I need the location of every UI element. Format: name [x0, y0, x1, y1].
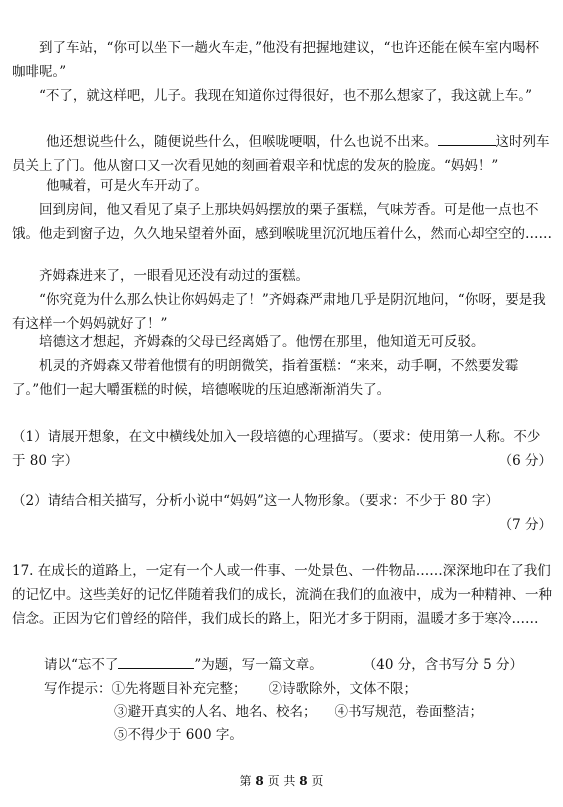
story-paragraph-3-part-b: 这时列车员关上了门。他从窗口又一次看见她的刻画着艰辛和忧虑的发灰的脸庞。“妈妈！” — [12, 134, 550, 174]
story-paragraph-8: 培德这才想起，齐姆森的父母已经离婚了。他愣在那里，他知道无可反驳。 — [39, 334, 485, 350]
prompt-score: （40 分，含书写分 5 分） — [362, 657, 523, 673]
question-2-text: （2）请结合相关描写，分析小说中“妈妈”这一人物形象。（要求：不少于 80 字） — [12, 493, 499, 509]
question-2 — [12, 489, 552, 537]
question-17-prompt — [44, 653, 552, 677]
story-paragraph-3 — [12, 130, 552, 178]
footer-text-b: 页 共 — [267, 774, 296, 788]
question-1-score: （6 分） — [498, 453, 552, 469]
story-paragraph-3-part-a: 他还想说些什么，随便说些什么，但喉咙哽咽，什么也说不出来。 — [46, 134, 438, 150]
tip-2: ②诗歌除外，文体不限； — [268, 681, 417, 697]
story-paragraph-6: 齐姆森进来了，一眼看见还没有动过的蛋糕。 — [39, 268, 309, 284]
writing-tips-row-3 — [114, 723, 544, 747]
question-1 — [12, 425, 552, 473]
page-footer — [0, 772, 563, 789]
footer-text-c: 页 — [311, 774, 324, 788]
writing-tips-row-1 — [44, 677, 552, 701]
story-paragraph-5: 回到房间，他又看见了桌子上那块妈妈摆放的栗子蛋糕，气味芳香。可是他一点也不饿。他走到窗子边，久久地呆望着外面，感到喉咙里沉沉地压着什么，然而心却空空的…… — [12, 202, 552, 242]
tip-4: ④书写规范，卷面整洁； — [334, 704, 483, 720]
tip-3: ③避开真实的人名、地名、校名； — [114, 704, 317, 720]
story-paragraph-7: “你究竟为什么那么快让你妈妈走了！”齐姆森严肃地几乎是阴沉地问，“你呀，要是我有这样一个妈妈就好了！” — [12, 292, 546, 332]
prompt-part-a: 请以“忘不了 — [44, 657, 119, 673]
answer-blank-line — [438, 145, 496, 146]
story-paragraph-4: 他喊着，可是火车开动了。 — [46, 178, 208, 194]
footer-text-a: 第 — [239, 774, 252, 788]
prompt-part-b: ”为题，写一篇文章。 — [194, 657, 323, 673]
question-2-score: （7 分） — [498, 517, 552, 533]
footer-total-pages: 8 — [299, 774, 308, 788]
tip-5: ⑤不得少于 600 字。 — [114, 727, 243, 743]
title-blank-line — [118, 668, 194, 669]
story-paragraph-9: 机灵的齐姆森又带着他惯有的明朗微笑，指着蛋糕：“来来，动手啊，不然要发霉了。”他们一起大嚼蛋糕的时候，培德喉咙的压迫感渐渐消失了。 — [12, 358, 519, 398]
story-paragraph-1: 到了车站，“你可以坐下一趟火车走，”他没有把握地建议，“也许还能在候车室内喝杯咖啡呢。” — [12, 40, 539, 80]
footer-page-number: 8 — [255, 774, 264, 788]
tips-label: 写作提示： — [44, 681, 112, 697]
tip-1: ①先将题目补充完整； — [111, 681, 247, 697]
writing-tips-row-2 — [114, 700, 544, 724]
question-17-text: 17. 在成长的道路上，一定有一个人或一件事、一处景色、一件物品……深深地印在了我们的记忆中。这些美好的记忆伴随着我们的成长，流淌在我们的血液中，成为一种精神、一种信念。正因为它们曾经的陪伴，我们成长的路上，阳光才多于阴雨，温暖才多于寒冷…… — [12, 563, 552, 627]
story-paragraph-2: “不了，就这样吧，儿子。我现在知道你过得很好，也不那么想家了，我这就上车。” — [39, 88, 533, 104]
question-1-text: （1）请展开想象，在文中横线处加入一段培德的心理描写。（要求：使用第一人称。不少于 80 字） — [12, 429, 541, 469]
